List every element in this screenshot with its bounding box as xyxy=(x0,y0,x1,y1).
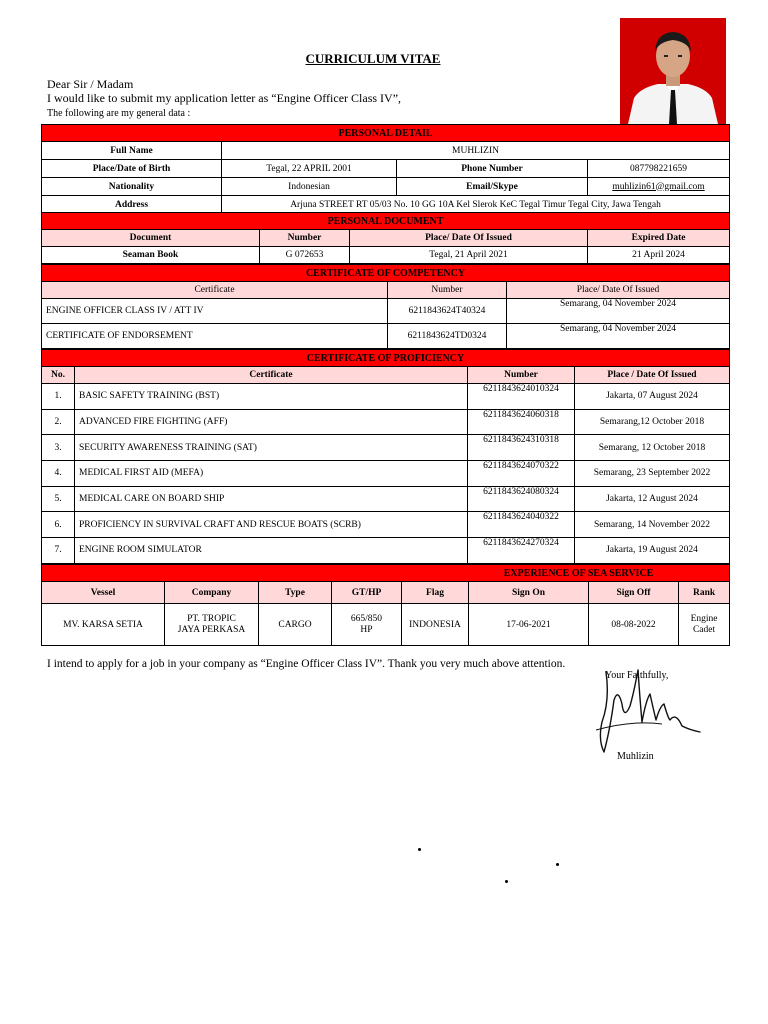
signature-name: Muhlizin xyxy=(617,751,654,762)
cop-cell: 6211843624070322 xyxy=(468,461,575,487)
cop-cell: 6211843624060318 xyxy=(468,409,575,435)
sea-col-type: Type xyxy=(259,582,332,604)
phone-value: 087798221659 xyxy=(588,160,730,178)
sea-sign-on: 17-06-2021 xyxy=(469,604,589,646)
table-row xyxy=(42,384,730,410)
table-row xyxy=(42,538,730,564)
cop-cell: Semarang,12 October 2018 xyxy=(575,409,730,435)
sea-gthp xyxy=(332,604,402,646)
doc-cell: Tegal, 21 April 2021 xyxy=(350,247,588,264)
cop-cell: 3. xyxy=(42,435,75,461)
coc-col-certificate: Certificate xyxy=(42,282,388,299)
sea-col-flag: Flag xyxy=(402,582,469,604)
address-label: Address xyxy=(42,196,222,214)
cop-cell: Jakarta, 07 August 2024 xyxy=(575,384,730,410)
cop-col-number: Number xyxy=(468,367,575,384)
yours-faithfully: Your Faithfully, xyxy=(605,670,669,681)
closing-statement: I intend to apply for a job in your company as “Engine Officer Class IV”. Thank you very much above attention. xyxy=(47,658,566,670)
sea-service-table xyxy=(41,564,730,646)
sea-col-company: Company xyxy=(165,582,259,604)
cop-col-no: No. xyxy=(42,367,75,384)
sea-vessel: MV. KARSA SETIA xyxy=(42,604,165,646)
general-line: The following are my general data : xyxy=(47,108,191,119)
coc-cell: Semarang, 04 November 2024 xyxy=(507,299,730,324)
pob-value: Tegal, 22 APRIL 2001 xyxy=(222,160,397,178)
intro-line: I would like to submit my application letter as “Engine Officer Class IV”, xyxy=(47,91,402,105)
cop-cell: Semarang, 14 November 2022 xyxy=(575,512,730,538)
sea-rank-line2: Cadet xyxy=(692,624,716,635)
sea-rank-line1: Engine xyxy=(690,613,718,624)
coc-table xyxy=(41,264,730,349)
coc-header: CERTIFICATE OF COMPETENCY xyxy=(42,265,730,282)
sea-company-line1: PT. TROPIC xyxy=(187,613,236,624)
cop-cell: 6. xyxy=(42,512,75,538)
handwritten-signature xyxy=(592,660,707,760)
personal-document-header: PERSONAL DOCUMENT xyxy=(42,213,730,230)
greeting: Dear Sir / Madam xyxy=(47,77,134,91)
cop-cell: 4. xyxy=(42,461,75,487)
stray-dot xyxy=(556,863,559,866)
cop-cell: 5. xyxy=(42,486,75,512)
cop-cell: 7. xyxy=(42,538,75,564)
doc-cell: Seaman Book xyxy=(42,247,260,264)
cop-col-certificate: Certificate xyxy=(75,367,468,384)
sea-col-sign-on: Sign On xyxy=(469,582,589,604)
sea-company-line2: JAYA PERKASA xyxy=(177,624,246,635)
coc-col-place: Place/ Date Of Issued xyxy=(507,282,730,299)
sea-col-gthp: GT/HP xyxy=(332,582,402,604)
sea-type: CARGO xyxy=(259,604,332,646)
email-label: Email/Skype xyxy=(397,178,588,196)
cop-header: CERTIFICATE OF PROFICIENCY xyxy=(42,350,730,367)
full-name-value: MUHLIZIN xyxy=(222,142,730,160)
pob-label: Place/Date of Birth xyxy=(42,160,222,178)
cop-table xyxy=(41,349,730,564)
cop-cell: Jakarta, 12 August 2024 xyxy=(575,486,730,512)
cop-cell: 6211843624270324 xyxy=(468,538,575,564)
sea-col-rank: Rank xyxy=(679,582,730,604)
nationality-value: Indonesian xyxy=(222,178,397,196)
coc-cell: ENGINE OFFICER CLASS IV / ATT IV xyxy=(42,299,388,324)
table-row xyxy=(42,486,730,512)
sea-gthp-line2: HP xyxy=(360,624,373,635)
full-name-label: Full Name xyxy=(42,142,222,160)
cop-cell: 6211843624080324 xyxy=(468,486,575,512)
cop-cell: 1. xyxy=(42,384,75,410)
sea-service-header: EXPERIENCE OF SEA SERVICE xyxy=(42,565,730,582)
coc-cell: CERTIFICATE OF ENDORSEMENT xyxy=(42,324,388,349)
sea-col-sign-off: Sign Off xyxy=(589,582,679,604)
cop-cell: 6211843624310318 xyxy=(468,435,575,461)
coc-cell: Semarang, 04 November 2024 xyxy=(507,324,730,349)
profile-photo xyxy=(620,18,726,124)
cop-cell: ENGINE ROOM SIMULATOR xyxy=(75,538,468,564)
table-row xyxy=(42,409,730,435)
personal-detail-header: PERSONAL DETAIL xyxy=(42,125,730,142)
phone-label: Phone Number xyxy=(397,160,588,178)
cop-cell: PROFICIENCY IN SURVIVAL CRAFT AND RESCUE BOATS (SCRB) xyxy=(75,512,468,538)
address-value: Arjuna STREET RT 05/03 No. 10 GG 10A Kel Slerok KeC Tegal Timur Tegal City, Jawa Tengah xyxy=(222,196,730,214)
coc-cell: 6211843624T40324 xyxy=(388,299,507,324)
cop-cell: Semarang, 23 September 2022 xyxy=(575,461,730,487)
table-row xyxy=(42,435,730,461)
cop-cell: Jakarta, 19 August 2024 xyxy=(575,538,730,564)
sea-rank xyxy=(679,604,730,646)
sea-gthp-line1: 665/850 xyxy=(350,613,383,624)
personal-detail-table xyxy=(41,124,730,214)
stray-dot xyxy=(418,848,421,851)
nationality-label: Nationality xyxy=(42,178,222,196)
cop-cell: 2. xyxy=(42,409,75,435)
cop-cell: SECURITY AWARENESS TRAINING (SAT) xyxy=(75,435,468,461)
cop-cell: 6211843624010324 xyxy=(468,384,575,410)
doc-col-place: Place/ Date Of Issued xyxy=(350,230,588,247)
cop-cell: 6211843624040322 xyxy=(468,512,575,538)
doc-col-expired: Expired Date xyxy=(588,230,730,247)
doc-cell: 21 April 2024 xyxy=(588,247,730,264)
sea-flag: INDONESIA xyxy=(402,604,469,646)
doc-col-document: Document xyxy=(42,230,260,247)
personal-document-table xyxy=(41,212,730,264)
coc-cell: 6211843624TD0324 xyxy=(388,324,507,349)
table-row xyxy=(42,512,730,538)
cop-col-place: Place / Date Of Issued xyxy=(575,367,730,384)
doc-col-number: Number xyxy=(260,230,350,247)
email-value: muhlizin61@gmail.com xyxy=(588,178,730,196)
cop-cell: BASIC SAFETY TRAINING (BST) xyxy=(75,384,468,410)
table-row xyxy=(42,461,730,487)
page-title: CURRICULUM VITAE xyxy=(305,51,441,66)
doc-cell: G 072653 xyxy=(260,247,350,264)
cop-cell: Semarang, 12 October 2018 xyxy=(575,435,730,461)
sea-company xyxy=(165,604,259,646)
cop-cell: MEDICAL CARE ON BOARD SHIP xyxy=(75,486,468,512)
table-row xyxy=(42,604,730,646)
sea-sign-off: 08-08-2022 xyxy=(589,604,679,646)
sea-col-vessel: Vessel xyxy=(42,582,165,604)
coc-col-number: Number xyxy=(388,282,507,299)
stray-dot xyxy=(505,880,508,883)
cop-cell: ADVANCED FIRE FIGHTING (AFF) xyxy=(75,409,468,435)
cop-cell: MEDICAL FIRST AID (MEFA) xyxy=(75,461,468,487)
